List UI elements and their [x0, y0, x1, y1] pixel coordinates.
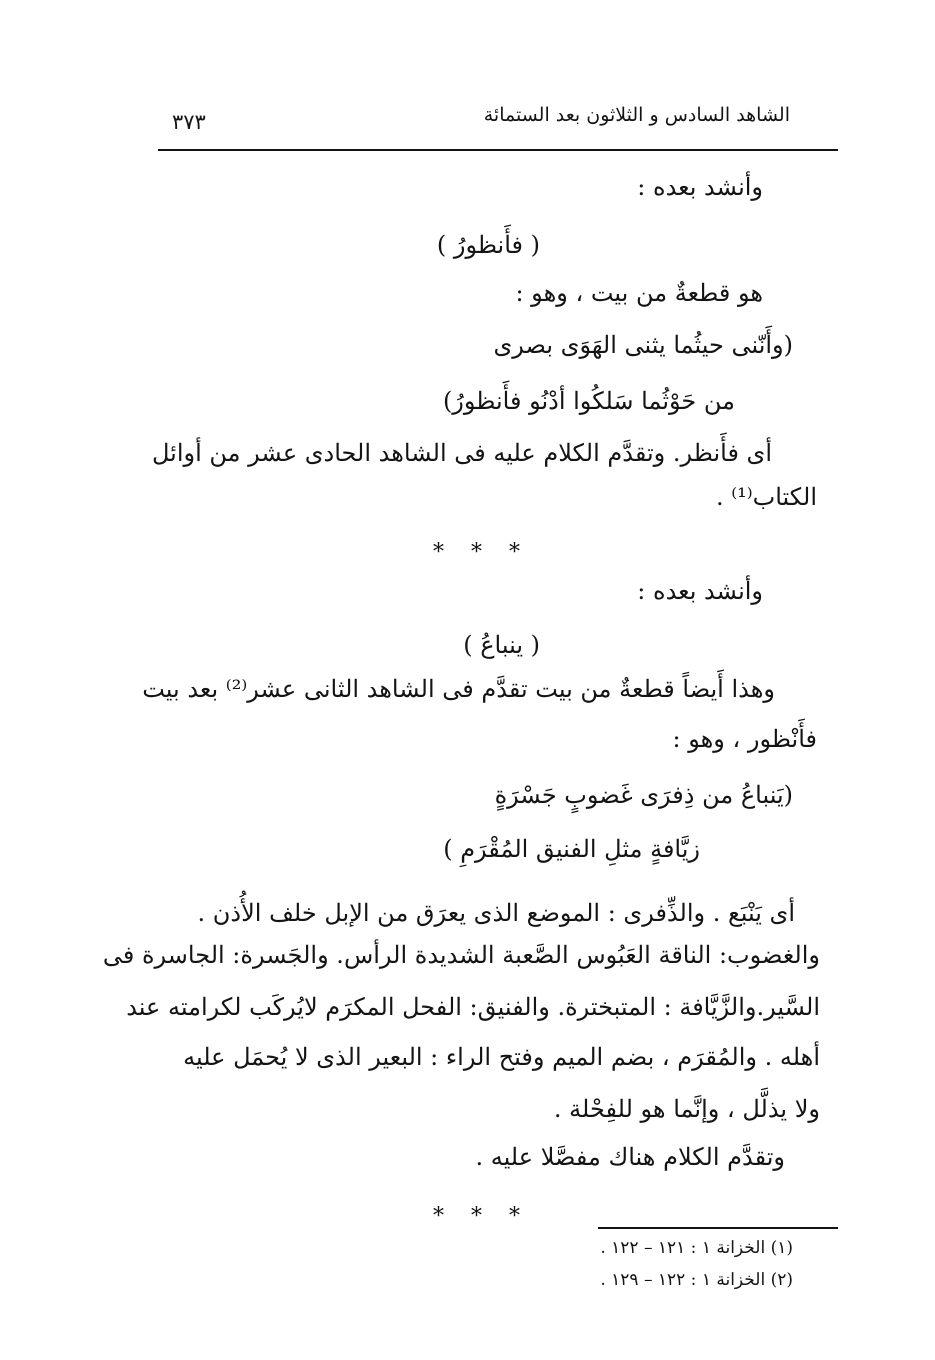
body-line: ولا يذلَّل ، وإنَّما هو للفِحْلة .	[553, 1095, 820, 1123]
body-line: والغضوب: الناقة العَبُوس الصَّعبة الشديدة الرأس. والجَسرة: الجاسرة فى	[102, 941, 820, 969]
body-line: أى فأَنظر. وتقدَّم الكلام عليه فى الشاهد الحادى عشر من أوائل	[152, 439, 772, 467]
page-number: ٣٧٣	[172, 110, 206, 134]
section-heading: ( ينباعُ )	[463, 631, 540, 659]
body-line: وهذا أَيضاً قطعةٌ من بيت تقدَّم فى الشاهد الثانى عشر⁽²⁾ بعد بيت	[142, 675, 775, 703]
body-line: وتقدَّم الكلام هناك مفصَّلا عليه .	[475, 1143, 785, 1171]
footnote-rule	[598, 1227, 838, 1229]
body-line: هو قطعةٌ من بيت ، وهو :	[515, 279, 763, 307]
section-heading: ( فأَنظورُ )	[436, 231, 540, 259]
body-line: الكتاب⁽¹⁾ .	[715, 483, 817, 511]
verse-hemistich: (وأَنّنى حيثُما يثنى الهَوَى بصرى	[493, 331, 793, 359]
intro-line: وأنشد بعده :	[637, 577, 763, 605]
section-divider: * * *	[433, 1204, 530, 1229]
footnote: (١) الخزانة ١ : ١٢١ – ١٢٢ .	[600, 1238, 793, 1258]
intro-line: وأنشد بعده :	[637, 173, 763, 201]
verse-hemistich: (يَنباعُ من ذِفرَى غَضوبٍ جَسْرَةٍ	[494, 781, 793, 809]
body-line: أى يَنْبَع . والذِّفرى : الموضع الذى يعرَق من الإبل خلف الأُذن .	[197, 899, 795, 927]
verse-hemistich: زيَّافةٍ مثلِ الفنيق المُقْرَمِ )	[443, 835, 700, 863]
body-line: أهله . والمُقرَم ، بضم الميم وفتح الراء : البعير الذى لا يُحمَل عليه	[183, 1043, 820, 1071]
section-divider: * * *	[433, 540, 530, 565]
body-line: فأَنْظور ، وهو :	[672, 725, 817, 753]
body-line: السَّير.والزَّيَّافة : المتبخترة. والفنيق: الفحل المكرَم لايُركَب لكرامته عند	[126, 993, 820, 1021]
header-rule	[158, 149, 838, 151]
verse-hemistich: من حَوْثُما سَلكُوا أدْنُو فأَنظورُ)	[442, 387, 735, 415]
footnote: (٢) الخزانة ١ : ١٢٢ – ١٢٩ .	[600, 1270, 793, 1290]
running-header-title: الشاهد السادس و الثلاثون بعد الستمائة	[483, 104, 790, 126]
